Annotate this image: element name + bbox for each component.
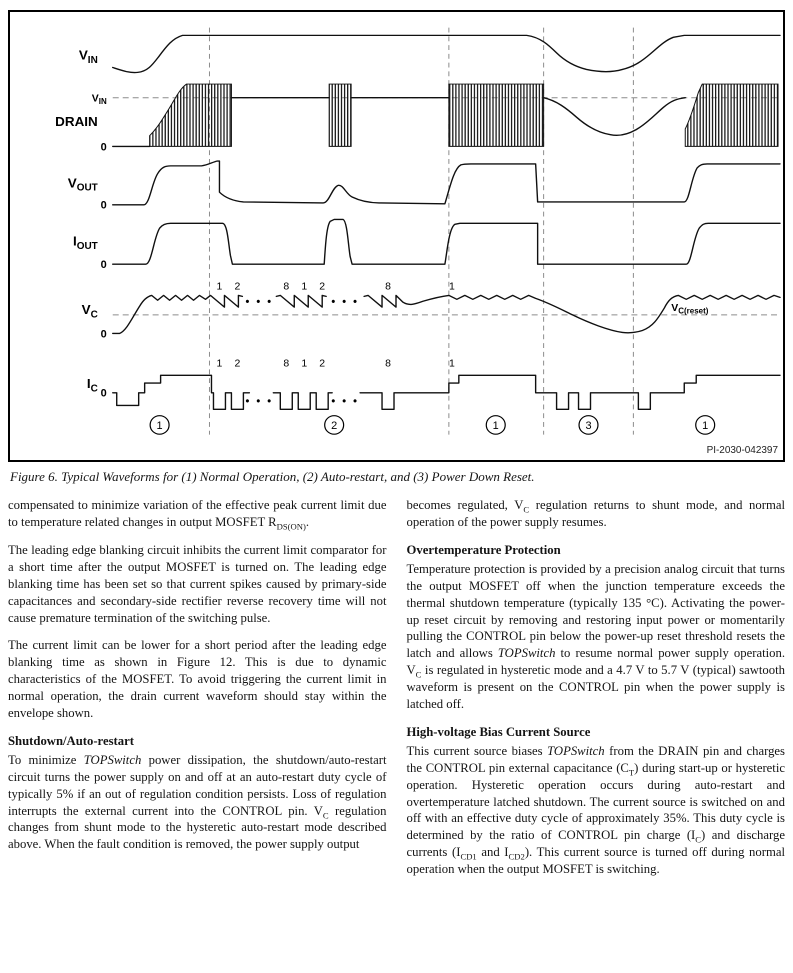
- region-marker-5: [696, 416, 715, 435]
- vc-cycle-number: 8: [283, 281, 290, 293]
- paragraph-overtemperature-protection: Temperature protection is provided by a precision analog circuit that turns the output MOSFET off when the junction temperature exceeds the thermal shutdown temperature (typically 135 °C). Activating the power-up reset circuit by removing and restoring input power or momentarily pulling the CONTROL pin below the power-up reset threshold resets the latch and allows TOPSwitch to resume normal power supply operation. $V_C$ is regulated in hysteretic mode and a 4.7 V to 5.7 V (typical) sawtooth waveform is present on the CONTROL pin when the power supply is latched off.: [406, 561, 785, 712]
- figure-6-waveform-diagram: [8, 10, 785, 462]
- signal-label-drain: DRAIN: [55, 114, 98, 129]
- waveform-figure: [10, 12, 783, 460]
- vc-waveform-b: [276, 295, 326, 307]
- drain-powerdown-dip: [544, 98, 686, 136]
- paragraph-current-limit-lower: The current limit can be lower for a short period after the leading edge blanking time as shown in Figure 12. This is due to dynamic characteristics of the MOSFET. To avoid triggering the current limit in normal operation, the drain current waveform should stay within the envelope shown.: [8, 638, 387, 721]
- ic-waveform-b: [273, 393, 332, 410]
- ic-row: [87, 359, 780, 410]
- paragraph-shutdown-auto-restart: To minimize TOPSwitch power dissipation, the shutdown/auto-restart circuit turns the power supply on and off at an auto-restart duty cycle of typically 5% if an out of regulation condition persists. Loss of regulation interrupts the external current into the CONTROL pin. $V_C$ regulation changes from shunt mode to the hysteretic auto-restart mode described above. When the fault condition is removed, the power supply output: [8, 752, 387, 852]
- drain-switching-burst-4: [685, 84, 778, 146]
- drain-zero-label: 0: [100, 141, 107, 154]
- vc-cycle-number: 1: [301, 281, 308, 293]
- ic-cycle-number: 8: [385, 358, 391, 370]
- ic-cycle-number: 2: [234, 358, 241, 370]
- section-heading-shutdown-auto-restart: Shutdown/Auto-restart: [8, 733, 134, 748]
- right-column: [407, 497, 786, 889]
- vout-zero-label: 0: [100, 199, 107, 212]
- drain-row: [55, 84, 778, 153]
- vc-reset-label: $V_{C(reset)}$: [671, 303, 709, 316]
- region-markers: [150, 416, 715, 435]
- section-heading-high-voltage-bias: High-voltage Bias Current Source: [406, 724, 591, 739]
- svg-text:1: 1: [156, 419, 163, 432]
- paragraph-leading-edge-blanking: The leading edge blanking circuit inhibits the current limit comparator for a short time after the output MOSFET is turned on. The leading edge blanking time has been set so that current spikes caused by primary-side capacitances and secondary-side rectifier reverse recovery time will not cause premature termination of the switching pulse.: [8, 543, 387, 625]
- paragraph-current-limit-compensation: compensated to minimize variation of the effective peak current limit due to temperature related changes in output MOSFET $R_{DS(ON)}$.: [8, 498, 387, 532]
- ic-cycle-number: 1: [448, 358, 455, 370]
- vc-ellipsis-dots: • • •: [245, 296, 274, 309]
- paragraph-becomes-regulated: becomes regulated, $V_C$ regulation returns to shunt mode, and normal operation of the power supply resumes.: [406, 498, 785, 530]
- drain-switching-burst-2: [329, 84, 351, 146]
- svg-text:1: 1: [492, 419, 499, 432]
- vin-waveform: [113, 35, 780, 72]
- vc-cycle-numbers: [217, 282, 455, 308]
- ic-waveform-a: [113, 375, 250, 409]
- region-marker-4: [579, 416, 598, 435]
- iout-row: [73, 219, 780, 271]
- ic-cycle-number: 1: [216, 358, 223, 370]
- ic-waveform-c: [360, 375, 780, 409]
- vout-row: [68, 161, 780, 212]
- ic-cycle-number: 8: [283, 358, 290, 370]
- vc-ellipsis-dots: • • •: [331, 296, 359, 309]
- vc-cycle-number: 1: [216, 281, 223, 293]
- signal-label-ic: $I_C$: [86, 376, 98, 395]
- pi-document-number: PI-2030-042397: [706, 445, 779, 457]
- vc-cycle-number: 8: [385, 281, 391, 293]
- ic-cycle-number: 2: [319, 358, 326, 370]
- vc-cycle-number: 2: [319, 281, 326, 293]
- svg-text:3: 3: [585, 419, 592, 432]
- signal-label-vin: $V_{IN}$: [78, 47, 98, 67]
- region-marker-1: [150, 416, 169, 435]
- ic-cycle-numbers: [217, 359, 455, 408]
- region-separator-lines: [209, 28, 633, 435]
- drain-switching-burst-3: [449, 84, 544, 146]
- vc-cycle-number: 2: [234, 281, 241, 293]
- ic-cycle-number: 1: [301, 358, 308, 370]
- left-column: [8, 497, 387, 889]
- vc-zero-label: 0: [100, 328, 107, 341]
- signal-label-iout: $I_{OUT}$: [72, 233, 98, 253]
- iout-waveform: [113, 219, 780, 264]
- vc-waveform-c: [364, 295, 780, 332]
- vc-cycle-number: 1: [448, 281, 455, 293]
- signal-label-vout: $V_{OUT}$: [67, 175, 98, 194]
- drain-switching-burst-1: [150, 84, 232, 146]
- signal-label-vc: $V_C$: [81, 302, 98, 321]
- vin-row: [79, 35, 780, 72]
- body-columns: [8, 497, 785, 889]
- svg-text:1: 1: [702, 419, 709, 432]
- ic-ellipsis-dots: • • •: [331, 395, 359, 408]
- drain-vin-level-label: $V_{IN}$: [91, 93, 107, 107]
- figure-caption: Figure 6. Typical Waveforms for (1) Normal Operation, (2) Auto-restart, and (3) Power Down Reset.: [10, 469, 535, 484]
- ic-ellipsis-dots: • • •: [245, 395, 274, 408]
- ic-zero-label: 0: [100, 387, 107, 400]
- region-marker-2: [325, 416, 344, 435]
- paragraph-high-voltage-bias: This current source biases TOPSwitch from the DRAIN pin and charges the CONTROL pin external capacitance $(C_T)$ during start-up or hysteretic operation. Hysteretic operation occurs during auto-restart and overtemperature latched shutdown. The current source is switched on and off with an effective duty cycle of approximately 35%. This duty cycle is determined by the ratio of CONTROL pin charge $(I_C)$ and discharge currents ($I_{CD1}$ and $I_{CD2}$). This current source is turned off during normal operation when the output MOSFET is switching.: [406, 743, 785, 877]
- svg-text:2: 2: [331, 419, 338, 432]
- section-heading-overtemperature-protection: Overtemperature Protection: [406, 543, 561, 558]
- region-marker-3: [486, 416, 505, 435]
- iout-zero-label: 0: [100, 259, 107, 272]
- vout-waveform: [113, 161, 780, 205]
- vc-row: [82, 282, 780, 341]
